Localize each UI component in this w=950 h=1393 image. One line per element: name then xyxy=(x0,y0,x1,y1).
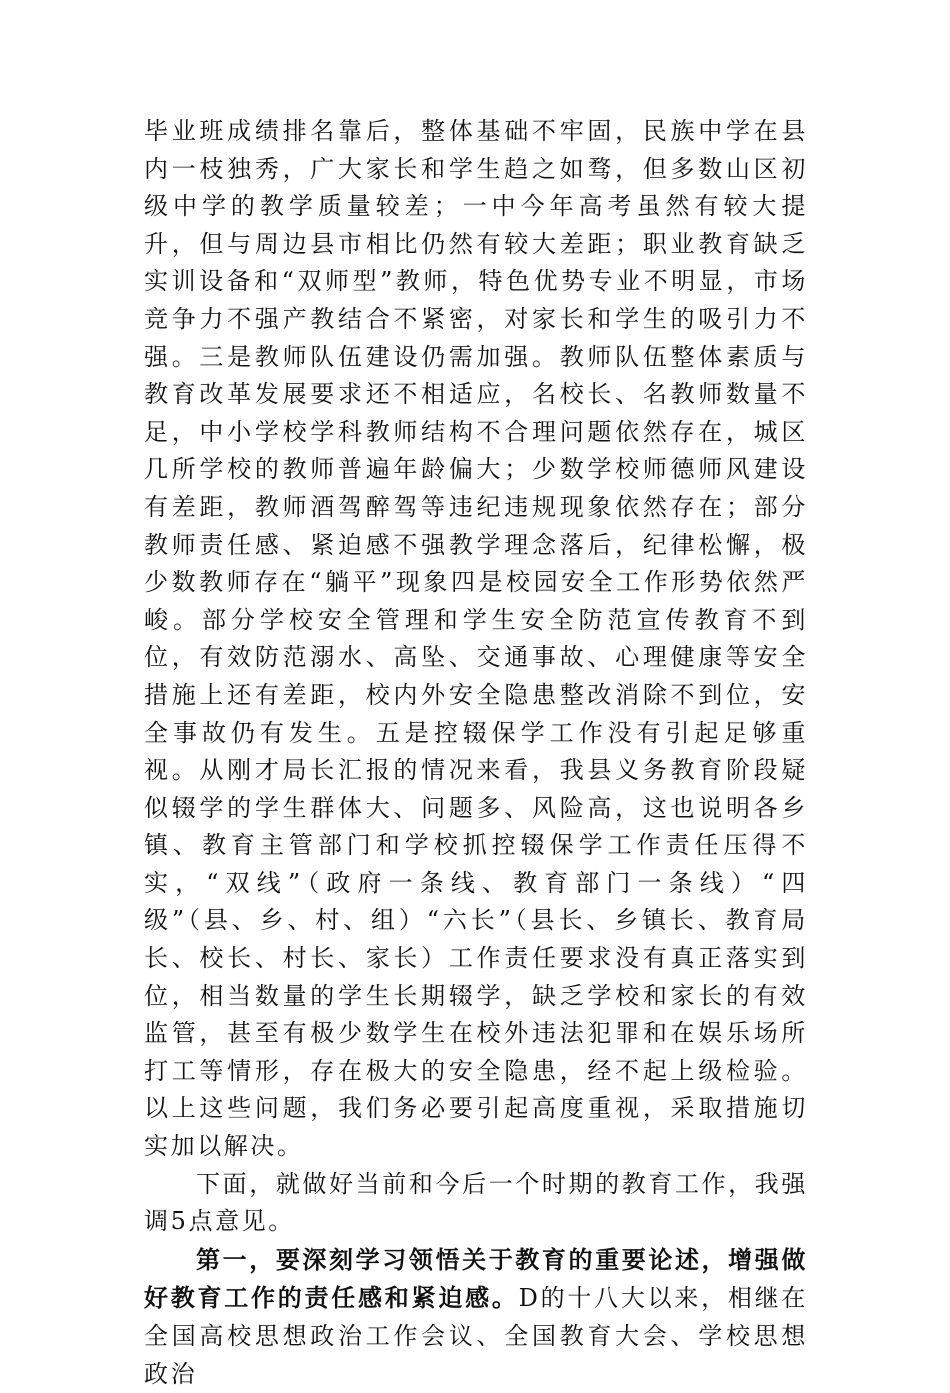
point-one-text: D的十八大以来，相继在全国高校思想政治工作会议、全国教育大会、学校思想政治 xyxy=(144,1284,808,1388)
paragraph-problems xyxy=(144,113,808,1166)
document-body xyxy=(144,113,808,1393)
paragraph-transition xyxy=(144,1166,808,1241)
point-one-heading: 第一，要深刻学习领悟关于教育的重要论述，增强做好教育工作的责任感和紧迫感。 xyxy=(144,1244,808,1313)
paragraph-point-one xyxy=(144,1241,808,1393)
paragraph-problems-text: 毕业班成绩排名靠后，整体基础不牢固，民族中学在县内一枝独秀，广大家长和学生趋之如骛，但多数山区初级中学的教学质量较差；一中今年高考虽然有较大提升，但与周边县市相比仍然有较大差距；职业教育缺乏实训设备和“双师型”教师，特色优势专业不明显，市场竞争力不强产教结合不紧密，对家长和学生的吸引力不强。三是教师队伍建设仍需加强。教师队伍整体素质与教育改革发展要求还不相适应，名校长、名教师数量不足，中小学校学科教师结构不合理问题依然存在，城区几所学校的教师普遍年龄偏大；少数学校师德师风建设有差距，教师酒驾醉驾等违纪违规现象依然存在；部分教师责任感、紧迫感不强教学理念落后，纪律松懈，极少数教师存在“躺平”现象四是校园安全工作形势依然严峻。部分学校安全管理和学生安全防范宣传教育不到位，有效防范溺水、高坠、交通事故、心理健康等安全措施上还有差距，校内外安全隐患整改消除不到位，安全事故仍有发生。五是控辍保学工作没有引起足够重视。从刚才局长汇报的情况来看，我县义务教育阶段疑似辍学的学生群体大、问题多、风险高，这也说明各乡镇、教育主管部门和学校抓控辍保学工作责任压得不实，“双线”（政府一条线、教育部门一条线）“四级”（县、乡、村、组）“六长”（县长、乡镇长、教育局长、校长、村长、家长）工作责任要求没有真正落实到位，相当数量的学生长期辍学，缺乏学校和家长的有效监管，甚至有极少数学生在校外违法犯罪和在娱乐场所打工等情形，存在极大的安全隐患，经不起上级检验。以上这些问题，我们务必要引起高度重视，采取措施切实加以解决。 xyxy=(144,117,808,1161)
paragraph-transition-text: 下面，就做好当前和今后一个时期的教育工作，我强调5点意见。 xyxy=(144,1169,808,1236)
